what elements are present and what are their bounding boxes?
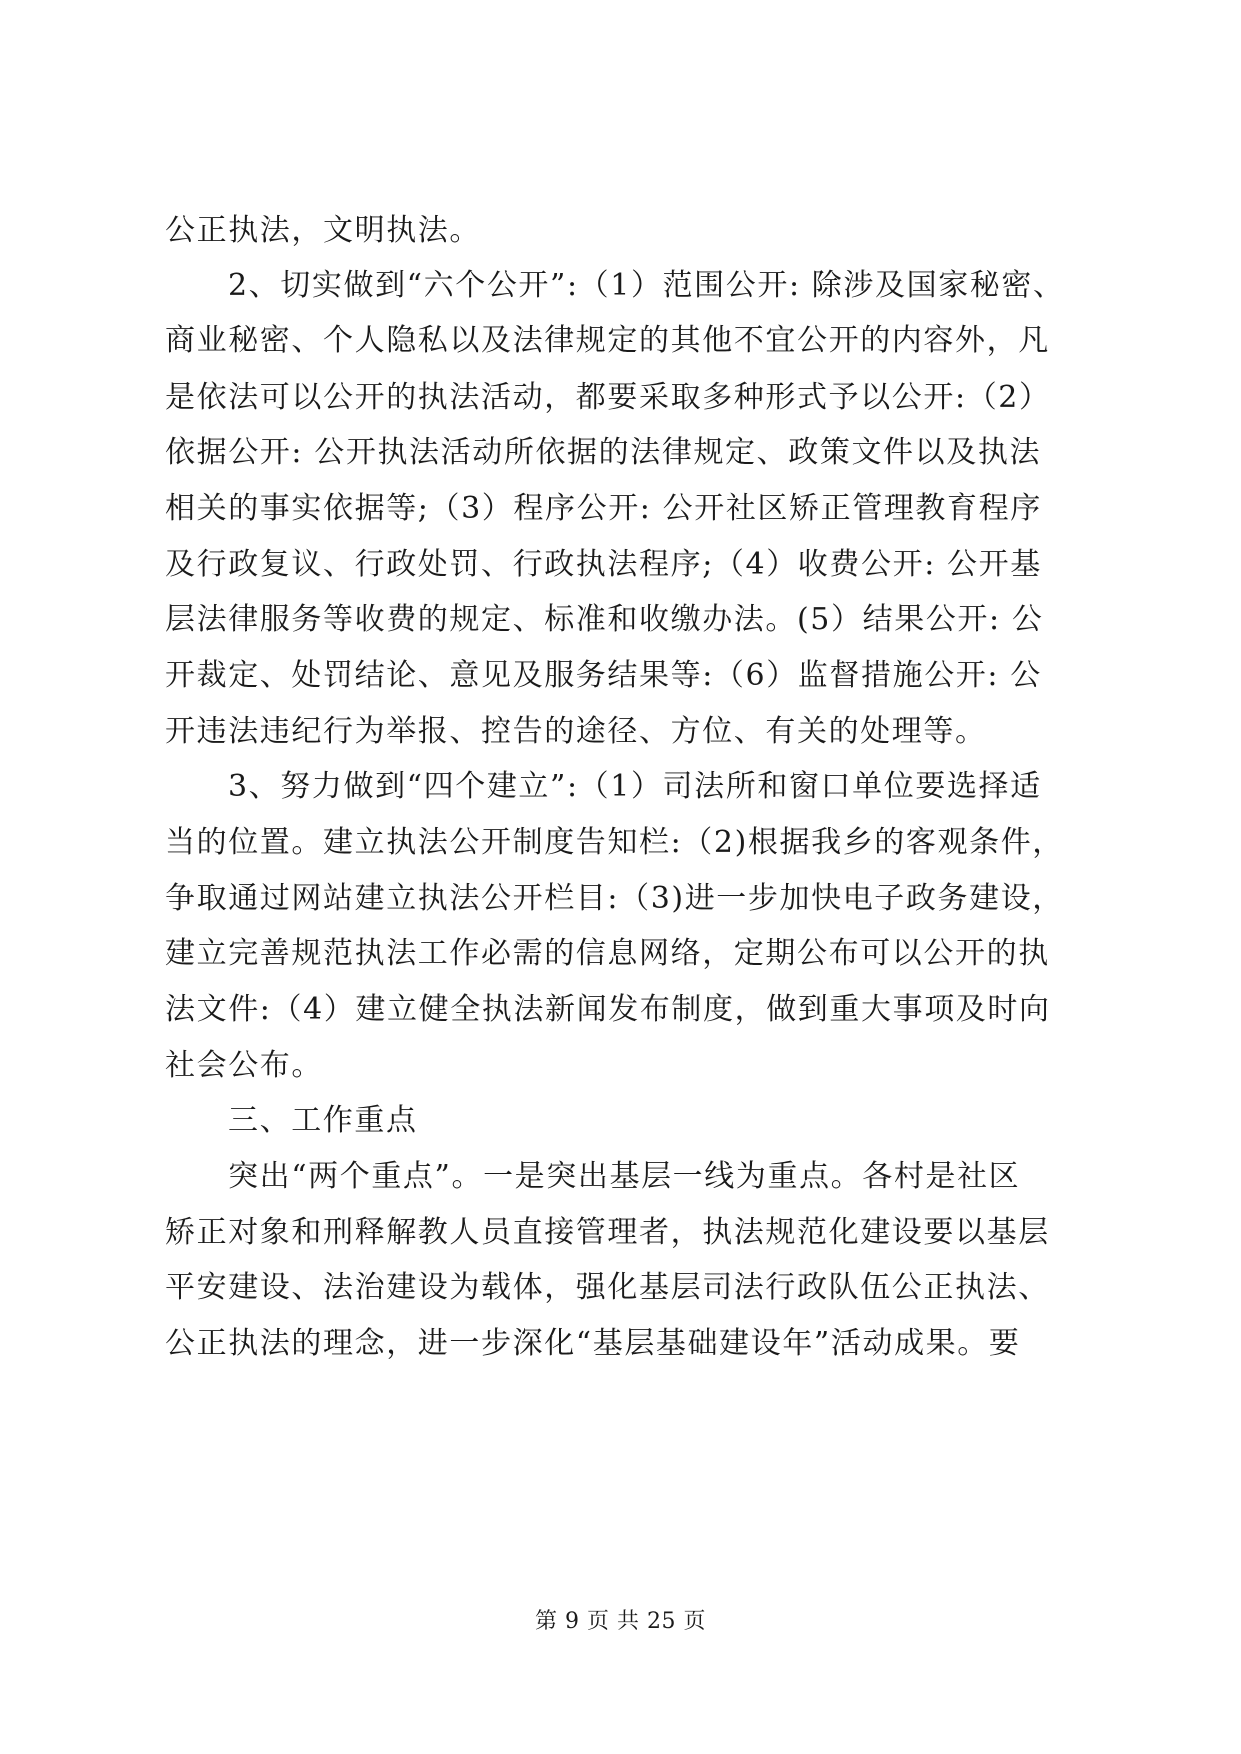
body-text-line: 矫正对象和刑释解教人员直接管理者，执法规范化建设要以基层 [165,1215,1050,1250]
body-text-line: 建立完善规范执法工作必需的信息网络，定期公布可以公开的执 [165,936,1050,971]
body-text-line: 公正执法的理念，进一步深化“基层基础建设年”活动成果。要 [165,1326,1021,1361]
body-text-line: 商业秘密、个人隐私以及法律规定的其他不宜公开的内容外，凡 [165,323,1050,358]
section-heading: 三、工作重点 [228,1103,418,1138]
body-text-line: 层法律服务等收费的规定、标准和收缴办法。(5）结果公开: 公 [165,602,1044,637]
body-text-line: 依据公开: 公开执法活动所依据的法律规定、政策文件以及执法 [165,435,1042,470]
body-text-line: 突出“两个重点”。一是突出基层一线为重点。各村是社区 [228,1159,1021,1194]
body-text-line: 平安建设、法治建设为载体，强化基层司法行政队伍公正执法、 [165,1270,1050,1305]
page-number-footer: 第 9 页 共 25 页 [535,1609,706,1634]
body-text-line: 相关的事实依据等;（3）程序公开: 公开社区矫正管理教育程序 [165,491,1042,526]
body-text-line: 法文件:（4）建立健全执法新闻发布制度，做到重大事项及时向 [165,992,1051,1027]
body-text-line: 开违法违纪行为举报、控告的途径、方位、有关的处理等。 [165,714,987,749]
body-text-line: 及行政复议、行政处罚、行政执法程序;（4）收费公开: 公开基 [165,547,1042,582]
body-text-line: 争取通过网站建立执法公开栏目:（3)进一步加快电子政务建设， [165,881,1064,916]
body-text-line: 是依法可以公开的执法活动，都要采取多种形式予以公开:（2） [165,380,1051,415]
body-text-line: 公正执法，文明执法。 [165,213,481,248]
body-text-line: 3、努力做到“四个建立”:（1）司法所和窗口单位要选择适 [228,769,1042,804]
body-text-line: 2、切实做到“六个公开”:（1）范围公开: 除涉及国家秘密、 [228,268,1065,303]
body-text-line: 社会公布。 [165,1048,323,1083]
body-text-line: 当的位置。建立执法公开制度告知栏:（2)根据我乡的客观条件， [165,825,1064,860]
body-text-line: 开裁定、处罚结论、意见及服务结果等:（6）监督措施公开: 公 [165,658,1042,693]
